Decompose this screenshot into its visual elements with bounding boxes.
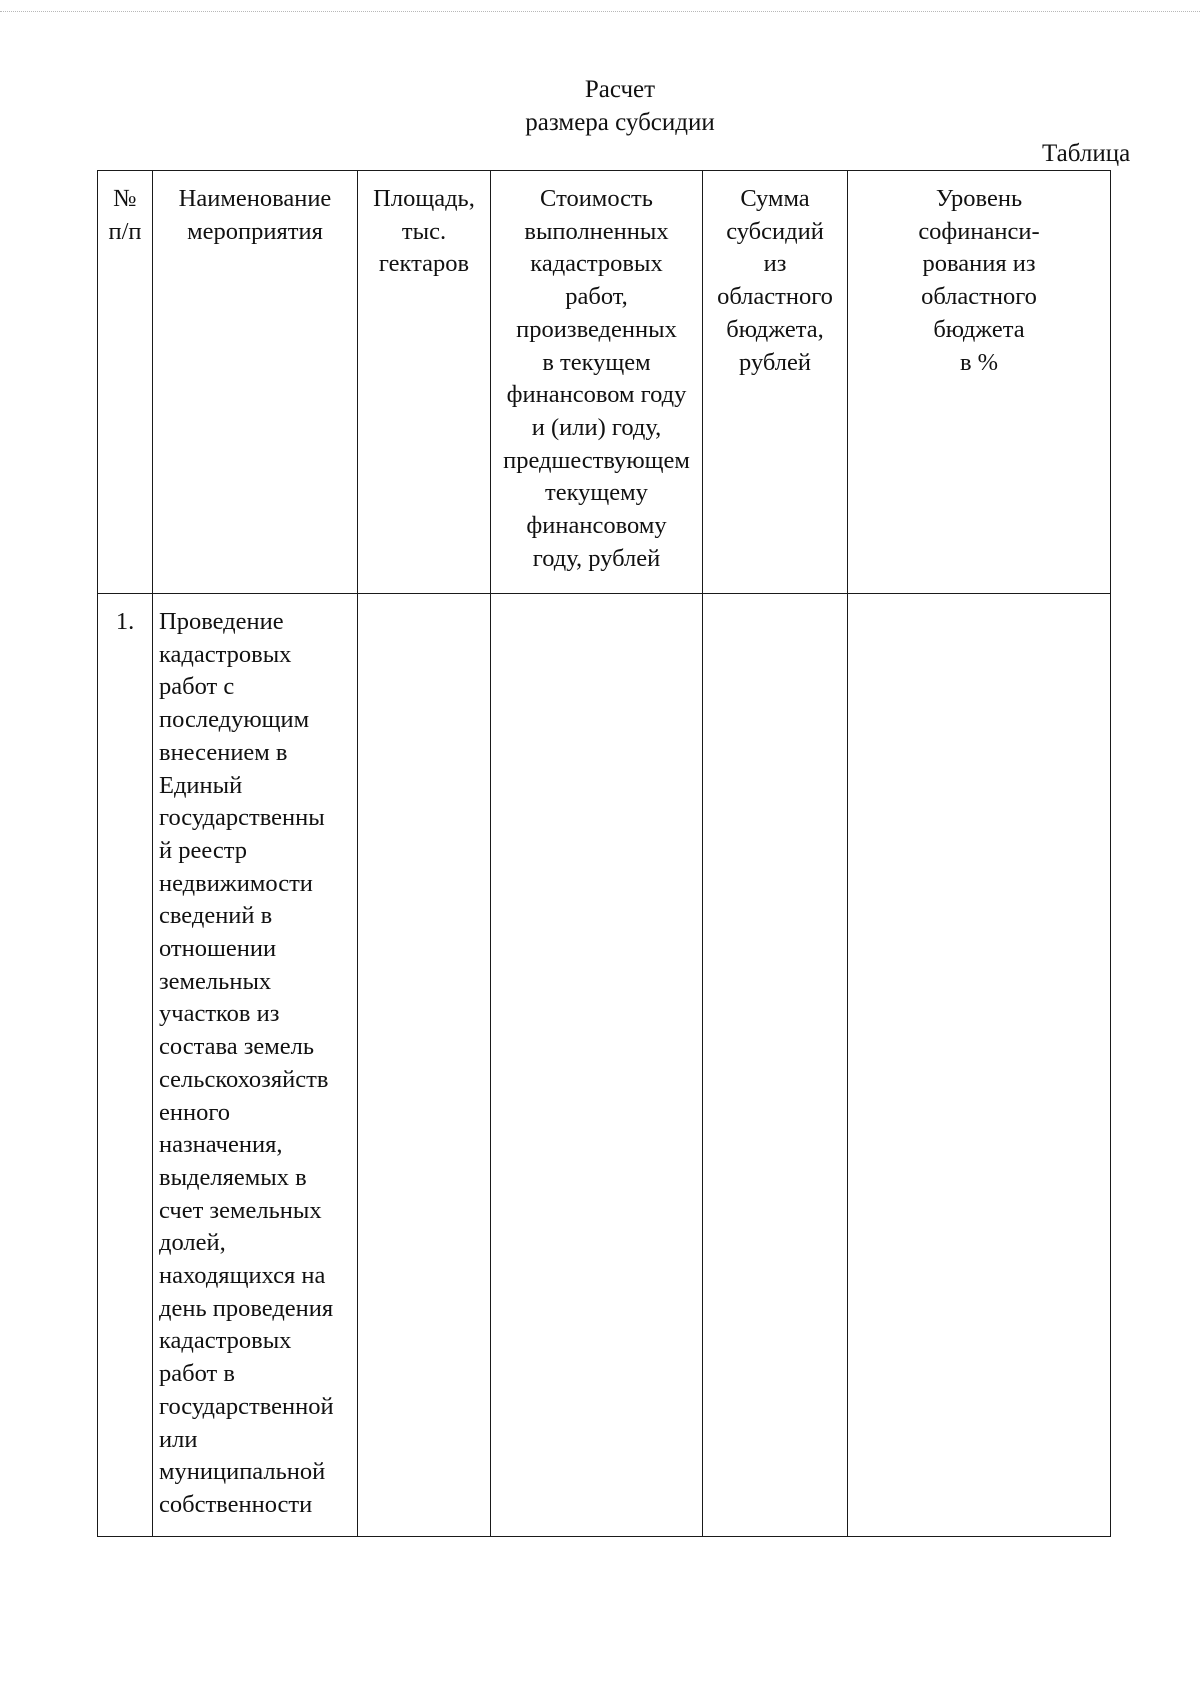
event-name-line: Проведение: [159, 608, 284, 635]
event-name-line: сведений в: [159, 902, 273, 930]
table-header-row: [98, 171, 1111, 594]
document-title: Расчет: [584, 76, 656, 103]
header-cofinancing-level: [848, 171, 1111, 594]
event-name-line: находящихся на: [159, 1262, 326, 1290]
header-text-line: рублей: [739, 348, 811, 376]
header-text-line: Уровень: [935, 185, 1023, 212]
event-name-line: й реестр: [159, 836, 247, 864]
event-name-line: енного: [159, 1098, 231, 1126]
header-text-line: областного: [921, 283, 1037, 311]
header-cost: [491, 171, 703, 594]
header-text-line: году, рублей: [532, 544, 661, 572]
header-text-line: мероприятия: [187, 217, 323, 245]
header-text-line: предшествующем: [503, 446, 690, 474]
event-name-line: отношении: [159, 935, 277, 963]
header-event-name: [153, 171, 358, 594]
event-name-line: кадастровых: [159, 640, 292, 668]
event-name-line: выделяемых в: [159, 1163, 307, 1191]
row-number-cell: [98, 594, 153, 1537]
event-name-line: Единый: [159, 771, 243, 799]
header-text-line: кадастровых: [530, 250, 663, 278]
header-text-line: в %: [959, 348, 999, 376]
event-name-line: муниципальной: [159, 1458, 326, 1486]
cost-cell: [491, 594, 703, 1537]
header-text-line: текущему: [545, 479, 648, 507]
subsidy-calculation-table: [97, 170, 1111, 1537]
event-name-cell: [153, 594, 358, 1537]
event-name-line: государственной: [159, 1392, 334, 1420]
header-text-line: работ,: [565, 283, 628, 311]
header-text-line: №: [113, 185, 137, 212]
event-name-line: состава земель: [159, 1033, 315, 1061]
event-name-line: недвижимости: [159, 869, 313, 897]
header-area: [358, 171, 491, 594]
page-top-border: [0, 11, 1200, 12]
header-text-line: софинанси-: [918, 217, 1040, 245]
event-name-line: назначения,: [159, 1131, 283, 1159]
header-text-line: п/п: [108, 217, 142, 245]
header-subsidy-amount: [703, 171, 848, 594]
header-text-line: рования из: [922, 250, 1036, 278]
table-caption: Таблица: [1042, 140, 1131, 167]
header-text-line: гектаров: [378, 250, 470, 278]
header-text-line: финансовом году: [506, 381, 687, 409]
event-name-line: или: [159, 1425, 198, 1453]
event-name-line: собственности: [159, 1490, 313, 1518]
event-name-line: кадастровых: [159, 1327, 292, 1355]
event-name-line: земельных: [159, 967, 272, 995]
document-subtitle: размера субсидии: [525, 109, 715, 136]
event-name-line: счет земельных: [159, 1196, 322, 1224]
header-text-line: Стоимость: [540, 185, 653, 212]
header-text-line: областного: [717, 283, 833, 311]
table-row: [98, 594, 1111, 1537]
event-name-line: сельскохозяйств: [159, 1065, 329, 1093]
header-text-line: бюджета,: [726, 315, 824, 343]
header-text-line: бюджета: [933, 315, 1025, 343]
header-text-line: произведенных: [516, 315, 677, 343]
event-name-line: день проведения: [159, 1294, 334, 1322]
header-text-line: в текущем: [542, 348, 651, 376]
header-text-line: и (или) году,: [531, 413, 662, 441]
event-name-line: последующим: [159, 706, 310, 734]
event-name-line: государственны: [159, 804, 325, 832]
area-cell: [358, 594, 491, 1537]
header-text-line: тыс.: [401, 217, 447, 245]
event-name-line: работ с: [159, 673, 235, 701]
header-text-line: Сумма: [740, 185, 810, 212]
row-number: 1.: [115, 608, 135, 635]
header-text-line: из: [763, 250, 787, 278]
event-name-line: работ в: [159, 1360, 235, 1388]
header-text-line: финансовому: [526, 512, 667, 540]
cofinancing-level-cell: [848, 594, 1111, 1537]
event-name-line: долей,: [159, 1229, 226, 1257]
subsidy-amount-cell: [703, 594, 848, 1537]
header-text-line: Наименование: [178, 185, 332, 212]
header-text-line: субсидий: [726, 217, 824, 245]
event-name-line: внесением в: [159, 738, 288, 766]
header-number: [98, 171, 153, 594]
event-name-line: участков из: [159, 1000, 280, 1028]
header-text-line: выполненных: [524, 217, 669, 245]
header-text-line: Площадь,: [373, 185, 475, 212]
